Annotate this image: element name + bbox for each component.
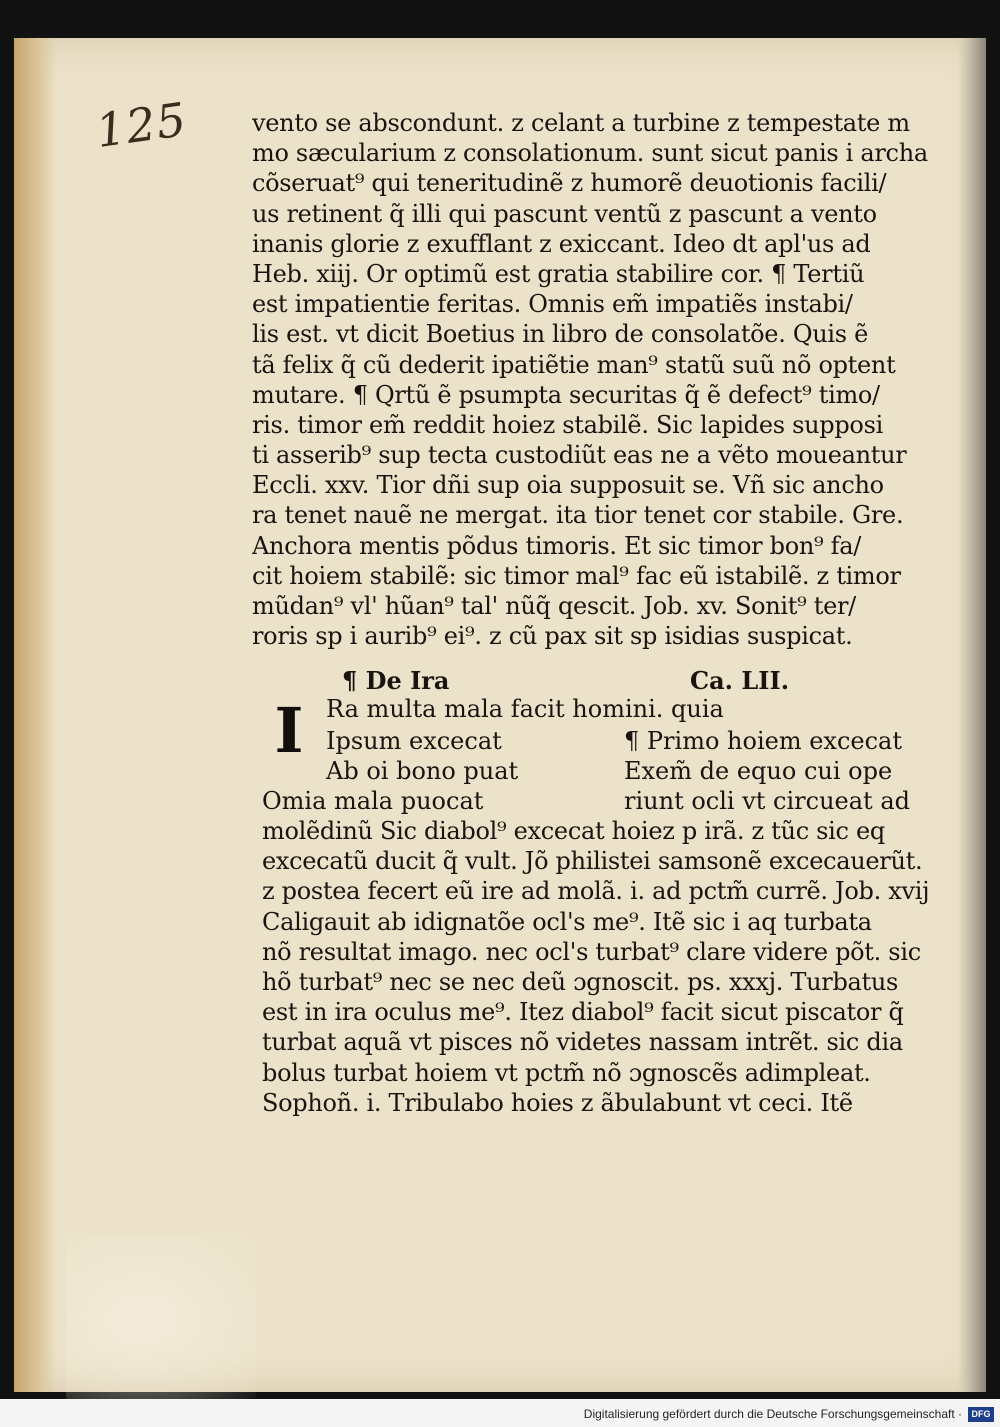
text-line: est impatientie feritas. Omnis em̃ impatiẽs instabi/ [252,290,853,319]
text-line: Eccli. xxv. Tior dñi sup oia supposuit se. Vñ sic ancho [252,471,884,500]
chapter-heading [342,666,862,696]
right-column-line: ¶ Primo hoiem excecat [624,727,902,755]
text-line: turbat aquã vt pisces nõ videtes nassam intrẽt. sic dia [262,1028,903,1057]
text-line: us retinent q̃ illi qui pascunt ventũ z pascunt a vento [252,199,877,228]
text-line: est in ira oculus me⁹. Itez diabol⁹ facit sicut piscator q̃ [262,998,904,1027]
text-line: roris sp i aurib⁹ ei⁹. z cũ pax sit sp isidias suspicat. [252,622,853,651]
text-line: mutare. ¶ Qrtũ ẽ psumpta securitas q̃ ẽ defect⁹ timo/ [252,380,880,409]
page-binding-edge [14,38,56,1392]
lower-text-block [262,816,932,1118]
text-line: tã felix q̃ cũ dederit ipatiẽtie man⁹ statũ suũ nõ optent [252,350,896,379]
left-column-last-line: Omia mala puocat [262,787,484,815]
chapter-title: ¶ De Ira [342,666,450,695]
left-column-line: Ab oi bono puat [326,757,519,785]
section-intro: Ra multa mala facit homini. quia [326,695,724,723]
text-line: inanis glorie z exufflant z exiccant. Ideo dt apl'us ad [252,229,871,258]
text-line: nõ resultat imago. nec ocl's turbat⁹ clare videre põt. sic [262,937,921,966]
dfg-logo-icon: DFG [968,1407,994,1422]
left-column-line: Ipsum excecat [326,727,502,755]
text-line: mo sæcularium z consolationum. sunt sicut panis i archa [252,139,928,168]
text-line: z postea fecert eũ ire ad molã. i. ad pctm̃ currẽ. Job. xvij [262,877,930,906]
paper-stain [66,1234,256,1404]
body-text-block [252,108,932,651]
folio-number: 125 [92,91,191,159]
page-outer-edge [958,38,986,1392]
text-line: ra tenet nauẽ ne mergat. ita tior tenet cor stabile. Gre. [252,501,904,530]
text-line: hõ turbat⁹ nec se nec deũ ɔgnoscit. ps. xxxj. Turbatus [262,967,899,996]
text-line: mũdan⁹ vl' hũan⁹ tal' nũq̃ qescit. Job. xv. Sonit⁹ ter/ [252,592,856,620]
initial-letter: I [274,694,304,767]
right-column [624,726,934,816]
text-line: vento se abscondunt. z celant a turbine z tempestate m [252,109,910,137]
text-line: lis est. vt dicit Boetius in libro de consolatõe. Quis ẽ [252,320,869,349]
funding-notice: Digitalisierung gefördert durch die Deutsche Forschungsgemeinschaft · [583,1407,962,1421]
text-line: Heb. xiij. Or optimũ est gratia stabilire cor. ¶ Tertiũ [252,259,865,288]
text-line: ti asserib⁹ sup tecta custodiũt eas ne a vẽto moueantur [252,441,907,470]
text-line: cõseruat⁹ qui teneritudinẽ z humorẽ deuotionis facili/ [252,169,887,198]
left-column [326,726,626,786]
text-line: Caligauit ab idignatõe ocl's me⁹. Itẽ sic i aq turbata [262,907,872,936]
text-line: ris. timor em̃ reddit hoiez stabilẽ. Sic lapides supposi [252,410,883,439]
right-column-line: Exem̃ de equo cui ope [624,757,893,785]
text-line: bolus turbat hoiem vt pctm̃ nõ ɔgnoscẽs adimpleat. [262,1058,871,1087]
text-line: excecatũ ducit q̃ vult. Jõ philistei samsonẽ excecauerũt. [262,847,923,876]
chapter-number: Ca. LII. [690,666,790,695]
text-line: molẽdinũ Sic diabol⁹ excecat hoiez p irã. z tũc sic eq [262,817,885,845]
text-line: Sophoñ. i. Tribulabo hoies z ãbulabunt vt ceci. Itẽ [262,1088,853,1117]
footer-bar [0,1399,1000,1427]
text-line: Anchora mentis põdus timoris. Et sic timor bon⁹ fa/ [252,531,862,560]
right-column-line: riunt ocli vt circueat ad [624,787,910,815]
text-line: cit hoiem stabilẽ: sic timor mal⁹ fac eũ istabilẽ. z timor [252,561,901,590]
